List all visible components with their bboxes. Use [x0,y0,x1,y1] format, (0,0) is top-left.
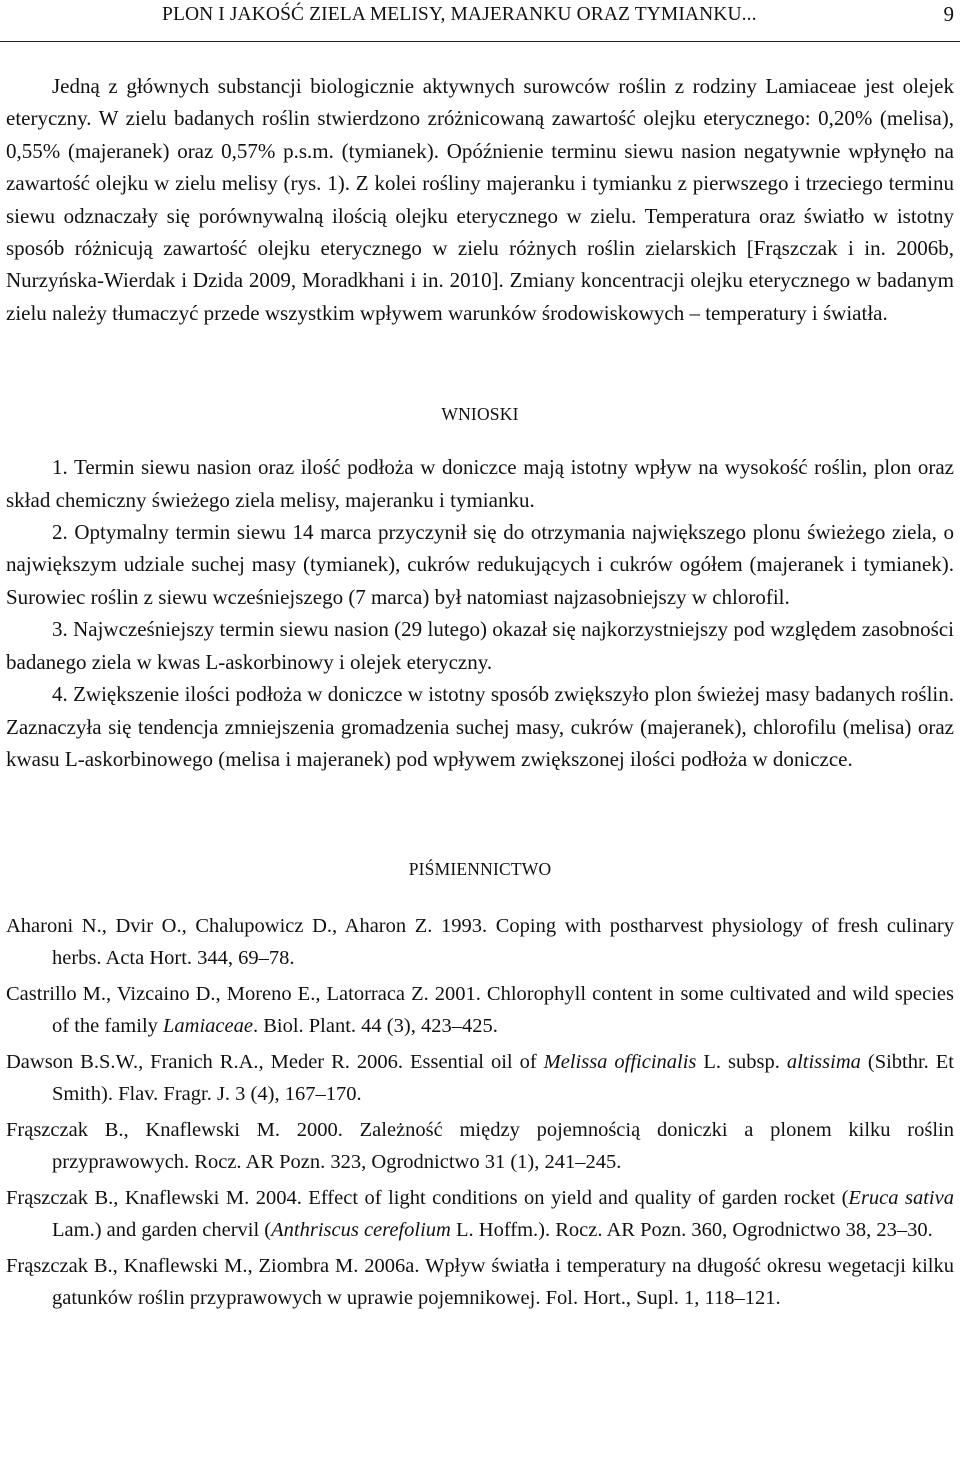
running-title: PLON I JAKOŚĆ ZIELA MELISY, MAJERANKU ORAZ TYMIANKU... [162,4,757,25]
reference-castrillo-2001: Castrillo M., Vizcaino D., Moreno E., Latorraca Z. 2001. Chlorophyll content in some cultivated and wild species of the family Lamiaceae. Biol. Plant. 44 (3), 423–425. [6,983,954,1038]
running-header [0,0,960,42]
conclusion-item-2: 2. Optymalny termin siewu 14 marca przyczynił się do otrzymania największego plonu świeżego ziela, o największym udziale suchej masy (tymianek), cukrów redukujących i cukrów ogółem (majeranek i tymianek). Surowiec roślin z siewu wcześniejszego (7 marca) był natomiast najzasobniejszy w chlorofil. [6,520,954,609]
conclusion-item-3: 3. Najwcześniejszy termin siewu nasion (29 lutego) okazał się najkorzystniejszy pod względem zasobności badanego ziela w kwas L-askorbinowy i olejek eteryczny. [6,617,954,674]
reference-fraszczak-2004: Frąszczak B., Knaflewski M. 2004. Effect of light conditions on yield and quality of garden rocket (Eruca sativa Lam.) and garden chervil (Anthriscus cerefolium L. Hoffm.). Rocz. AR Pozn. 360, Ogrodnictwo 38, 23–30. [6,1187,954,1242]
reference-fraszczak-2006a: Frąszczak B., Knaflewski M., Ziombra M. 2006a. Wpływ światła i temperatury na długość okresu wegetacji kilku gatunków roślin przyprawowych w uprawie pojemnikowej. Fol. Hort., Supl. 1, 118–121. [6,1255,954,1310]
conclusions-heading: WNIOSKI [441,404,519,425]
conclusion-item-4: 4. Zwiększenie ilości podłoża w doniczce w istotny sposób zwiększyło plon świeżej masy badanych roślin. Zaznaczyła się tendencja zmniejszenia gromadzenia suchej masy, cukrów (majeranek), chlorofilu (melisa) oraz kwasu L-askorbinowego (melisa i majeranek) pod wpływem zwiększonej ilości podłoża w doniczce. [6,682,954,771]
reference-aharoni-1993: Aharoni N., Dvir O., Chalupowicz D., Aharon Z. 1993. Coping with postharvest physiology of fresh culinary herbs. Acta Hort. 344, 69–78. [6,915,954,970]
page-content [6,70,954,1318]
page-number: 9 [943,2,954,26]
reference-dawson-2006: Dawson B.S.W., Franich R.A., Meder R. 2006. Essential oil of Melissa officinalis L. subsp. altissima (Sibthr. Et Smith). Flav. Fragr. J. 3 (4), 167–170. [6,1051,955,1106]
conclusion-item-1: 1. Termin siewu nasion oraz ilość podłoża w doniczce mają istotny wpływ na wysokość roślin, plon oraz skład chemiczny świeżego ziela melisy, majeranku i tymianku. [6,455,954,512]
intro-paragraph: Jedną z głównych substancji biologicznie aktywnych surowców roślin z rodziny Lamiaceae jest olejek eteryczny. W zielu badanych roślin stwierdzono zróżnicowaną zawartość olejku eterycznego: 0,20% (melisa), 0,55% (majeranek) oraz 0,57% p.s.m. (tymianek). Opóźnienie terminu siewu nasion negatywnie wpłynęło na zawartość olejku w zielu melisy (rys. 1). Z kolei rośliny majeranku i tymianku z pierwszego i trzeciego terminu siewu odznaczały się porównywalną ilością olejku eterycznego w zielu. Temperatura oraz światło w istotny sposób różnicują zawartość olejku eterycznego w zielu różnych roślin zielarskich [Frąszczak i in. 2006b, Nurzyńska-Wierdak i Dzida 2009, Moradkhani i in. 2010]. Zmiany koncentracji olejku eterycznego w badanym zielu należy tłumaczyć przede wszystkim wpływem warunków środowiskowych – temperatury i światła. [6,74,954,325]
reference-fraszczak-2000: Frąszczak B., Knaflewski M. 2000. Zależność między pojemnością doniczki a plonem kilku roślin przyprawowych. Rocz. AR Pozn. 323, Ogrodnictwo 31 (1), 241–245. [6,1119,954,1174]
references-heading: PIŚMIENNICTWO [408,859,552,880]
